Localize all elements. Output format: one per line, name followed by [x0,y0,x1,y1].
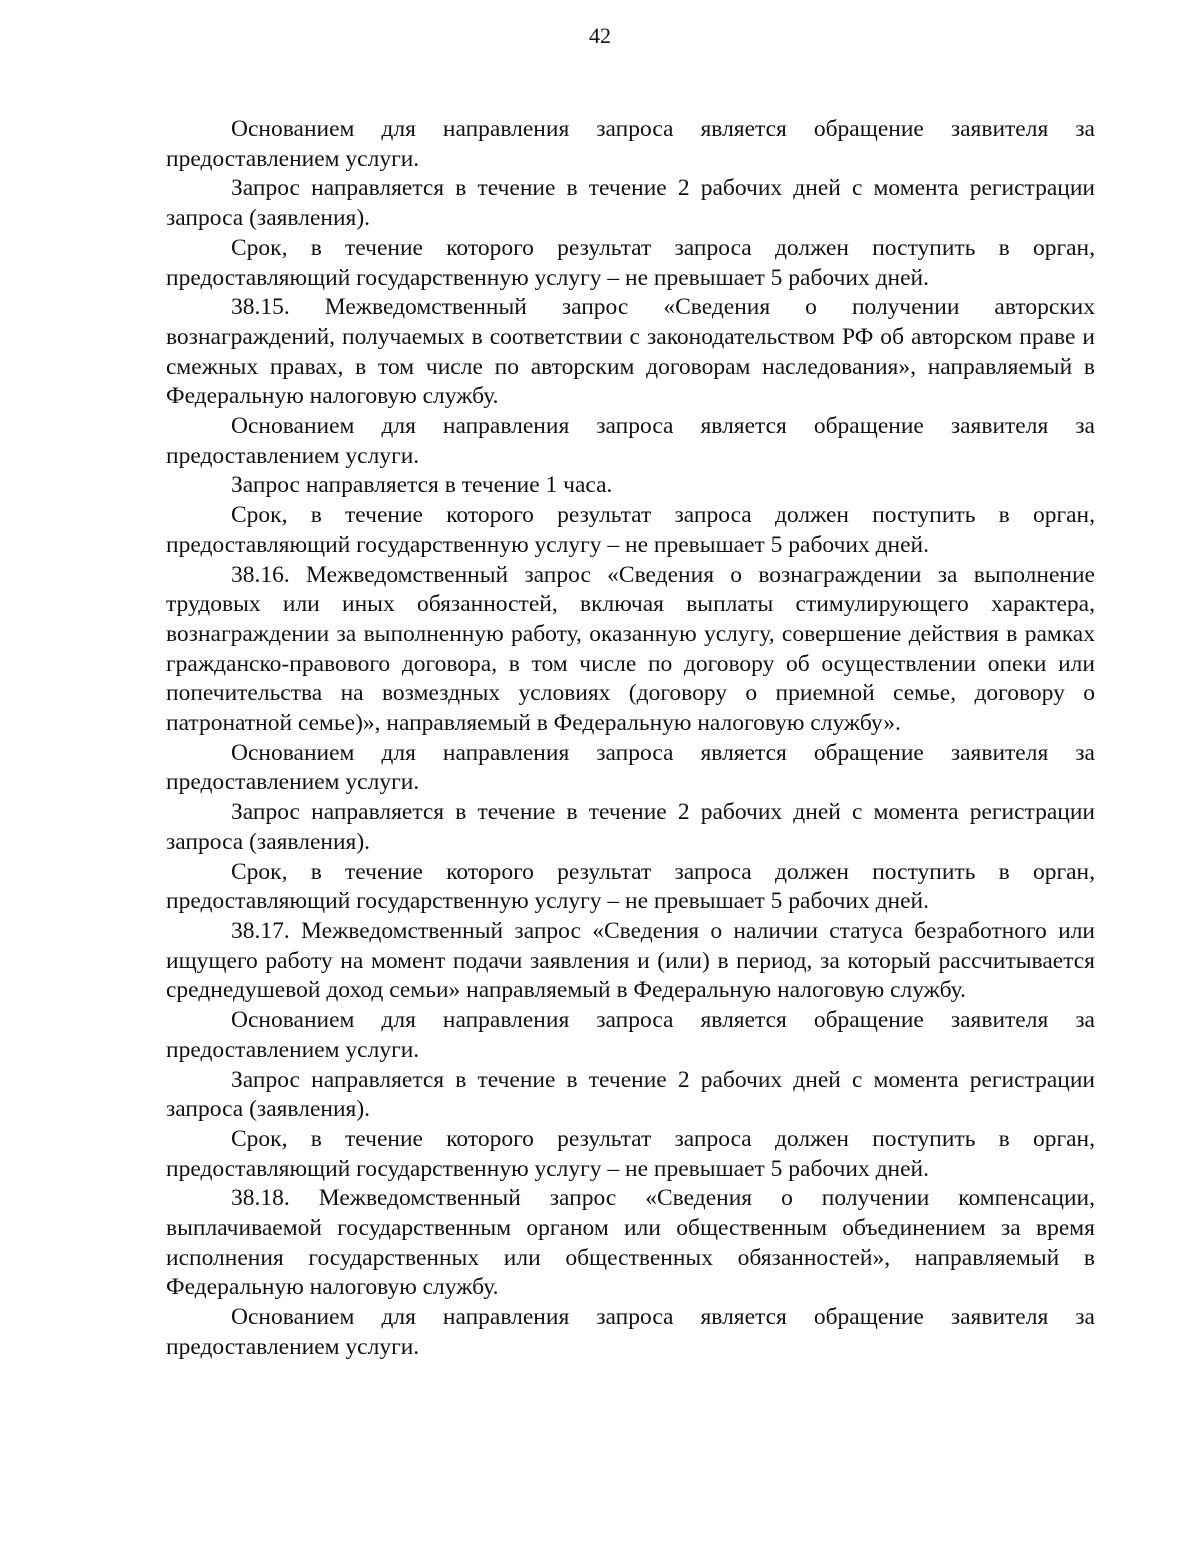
paragraph-basis: Основанием для направления запроса является обращение заявителя за предоставлением услуги. [166,739,1095,796]
paragraph-basis: Основанием для направления запроса является обращение заявителя за предоставлением услуги. [166,116,1095,172]
paragraph-send-term: Запрос направляется в течение в течение 2 рабочих дней с момента регистрации запроса (заявления). [166,1066,1095,1123]
paragraph-clause-38-16: 38.16. Межведомственный запрос «Сведения о вознаграждении за выполнение трудовых или иных обязанностей, включая выплаты стимулирующего характера, вознаграждении за выполненную работу, оказанную услугу, совершение действия в рамках гражданско-правового договора, в том числе по договору об осуществлении опеки или попечительства на возмездных условиях (договору о приемной семье, договору о патронатной семье)», направляемый в Федеральную налоговую службу». [166,561,1095,737]
paragraph-clause-38-18: 38.18. Межведомственный запрос «Сведения о получении компенсации, выплачиваемой государственным органом или общественным объединением за время исполнения государственных или общественных обязанностей», направляемый в Федеральную налоговую службу. [166,1185,1095,1301]
paragraph-result-term: Срок, в течение которого результат запроса должен поступить в орган, предоставляющий государственную услугу – не превышает 5 рабочих дней. [166,502,1095,558]
paragraph-result-term: Срок, в течение которого результат запроса должен поступить в орган, предоставляющий государственную услугу – не превышает 5 рабочих дней. [166,1125,1095,1182]
page-number: 42 [589,23,611,48]
paragraph-result-term: Срок, в течение которого результат запроса должен поступить в орган, предоставляющий государственную услугу – не превышает 5 рабочих дней. [166,858,1095,915]
paragraph-send-term: Запрос направляется в течение 1 часа. [231,472,613,499]
paragraph-send-term: Запрос направляется в течение в течение 2 рабочих дней с момента регистрации запроса (заявления). [166,175,1095,232]
paragraph-clause-38-15: 38.15. Межведомственный запрос «Сведения о получении авторских вознаграждений, получаемых в соответствии с законодательством РФ об авторском праве и смежных правах, в том числе по авторским договорам наследования», направляемый в Федеральную налоговую службу. [166,294,1095,410]
paragraph-basis: Основанием для направления запроса является обращение заявителя за предоставлением услуги. [166,1007,1095,1063]
paragraph-basis: Основанием для направления запроса является обращение заявителя за предоставлением услуги. [166,1304,1095,1360]
paragraph-clause-38-17: 38.17. Межведомственный запрос «Сведения о наличии статуса безработного или ищущего работу на момент подачи заявления и (или) в период, за который рассчитывается среднедушевой доход семьи» направляемый в Федеральную налоговую службу. [166,917,1095,1004]
paragraph-basis: Основанием для направления запроса является обращение заявителя за предоставлением услуги. [166,413,1095,469]
document-body [166,115,1095,1363]
paragraph-result-term: Срок, в течение которого результат запроса должен поступить в орган, предоставляющий государственную услугу – не превышает 5 рабочих дней. [166,234,1095,291]
paragraph-send-term: Запрос направляется в течение в течение 2 рабочих дней с момента регистрации запроса (заявления). [166,799,1095,855]
